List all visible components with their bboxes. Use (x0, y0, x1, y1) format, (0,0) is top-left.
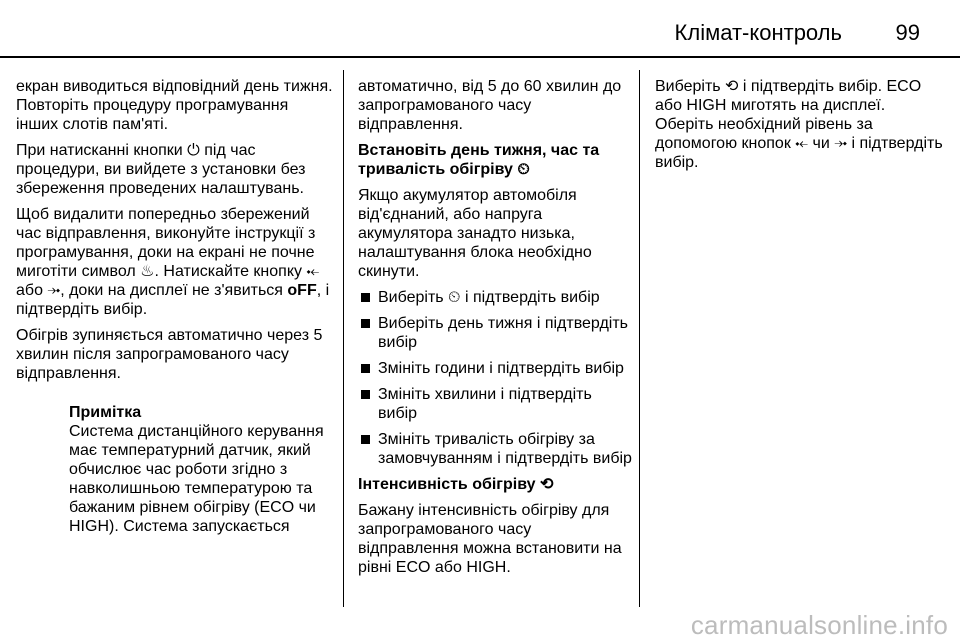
column-2 (358, 77, 634, 584)
note-box (69, 403, 334, 536)
list-item (358, 430, 634, 468)
column-3 (655, 77, 945, 179)
list-item (358, 288, 634, 307)
paragraph: Бажану інтенсивність обігріву для запрограмованого часу відправлення можна встановити на рівні ECO або HIGH. (358, 502, 622, 576)
section-heading: Встановіть день тижня, час та тривалість обігріву ⏲ (358, 142, 600, 178)
header-divider (0, 56, 960, 58)
bullet-square-icon (361, 364, 370, 373)
paragraph: Виберіть ⟲ і підтвердіть вибір. ECO або HIGH миготять на дисплеї. Оберіть необхідний рівень за допомогою кнопок ⤝ чи ⤞ і підтвердіть вибір. (655, 78, 943, 171)
list-item (358, 359, 634, 378)
list-item-text: Змініть хвилини і підтвердіть вибір (378, 386, 592, 422)
paragraph: Обігрів зупиняється автоматично через 5 хвилин після запрограмованого часу відправлення. (16, 327, 323, 382)
list-item-text: Виберіть ⏲ і підтвердіть вибір (378, 289, 600, 306)
column-divider-1 (343, 70, 344, 607)
note-body: Система дистанційного керування має температурний датчик, який обчислює час роботи згідно з навколишньою температурою та бажаним рівнем обігріву (ECO чи HIGH). Система запускається (69, 423, 324, 535)
section-heading: Інтенсивність обігріву ⟲ (358, 476, 554, 493)
text-segment: Щоб видалити попередньо збережений час відправлення, виконуйте інструкції з програмування, доки на екрані не почне миготіти символ ♨. Натискайте кнопку ⤝ або ⤞, доки на дисплеї не з'явиться (16, 206, 320, 299)
list-item (358, 385, 634, 423)
page-number: 99 (895, 20, 920, 45)
list-item (358, 314, 634, 352)
bullet-square-icon (361, 319, 370, 328)
instruction-list (358, 288, 634, 468)
paragraph: екран виводиться відповідний день тижня. Повторіть процедуру програмування інших слотів пам'яті. (16, 78, 333, 133)
page-title: Клімат-контроль (674, 20, 842, 45)
text-segment: , і підтвердіть вибір. (16, 282, 330, 318)
list-item-text: Змініть години і підтвердіть вибір (378, 360, 624, 377)
list-item-text: Змініть тривалість обігріву за замовчуванням і підтвердіть вибір (378, 431, 632, 467)
watermark: carmanualsonline.info (690, 610, 948, 640)
column-1 (16, 77, 334, 536)
column-divider-2 (639, 70, 640, 607)
paragraph: При натисканні кнопки ⏻ під час процедури, ви вийдете з установки без збереження проведених налаштувань. (16, 142, 306, 197)
off-label: oFF (287, 282, 317, 299)
paragraph (16, 205, 334, 319)
list-item-text: Виберіть день тижня і підтвердіть вибір (378, 315, 629, 351)
bullet-square-icon (361, 293, 370, 302)
paragraph: Якщо акумулятор автомобіля від'єднаний, або напруга акумулятора занадто низька, налаштування блока необхідно скинути. (358, 187, 592, 280)
paragraph: автоматично, від 5 до 60 хвилин до запрограмованого часу відправлення. (358, 78, 622, 133)
bullet-square-icon (361, 435, 370, 444)
note-title: Примітка (69, 404, 142, 421)
bullet-square-icon (361, 390, 370, 399)
